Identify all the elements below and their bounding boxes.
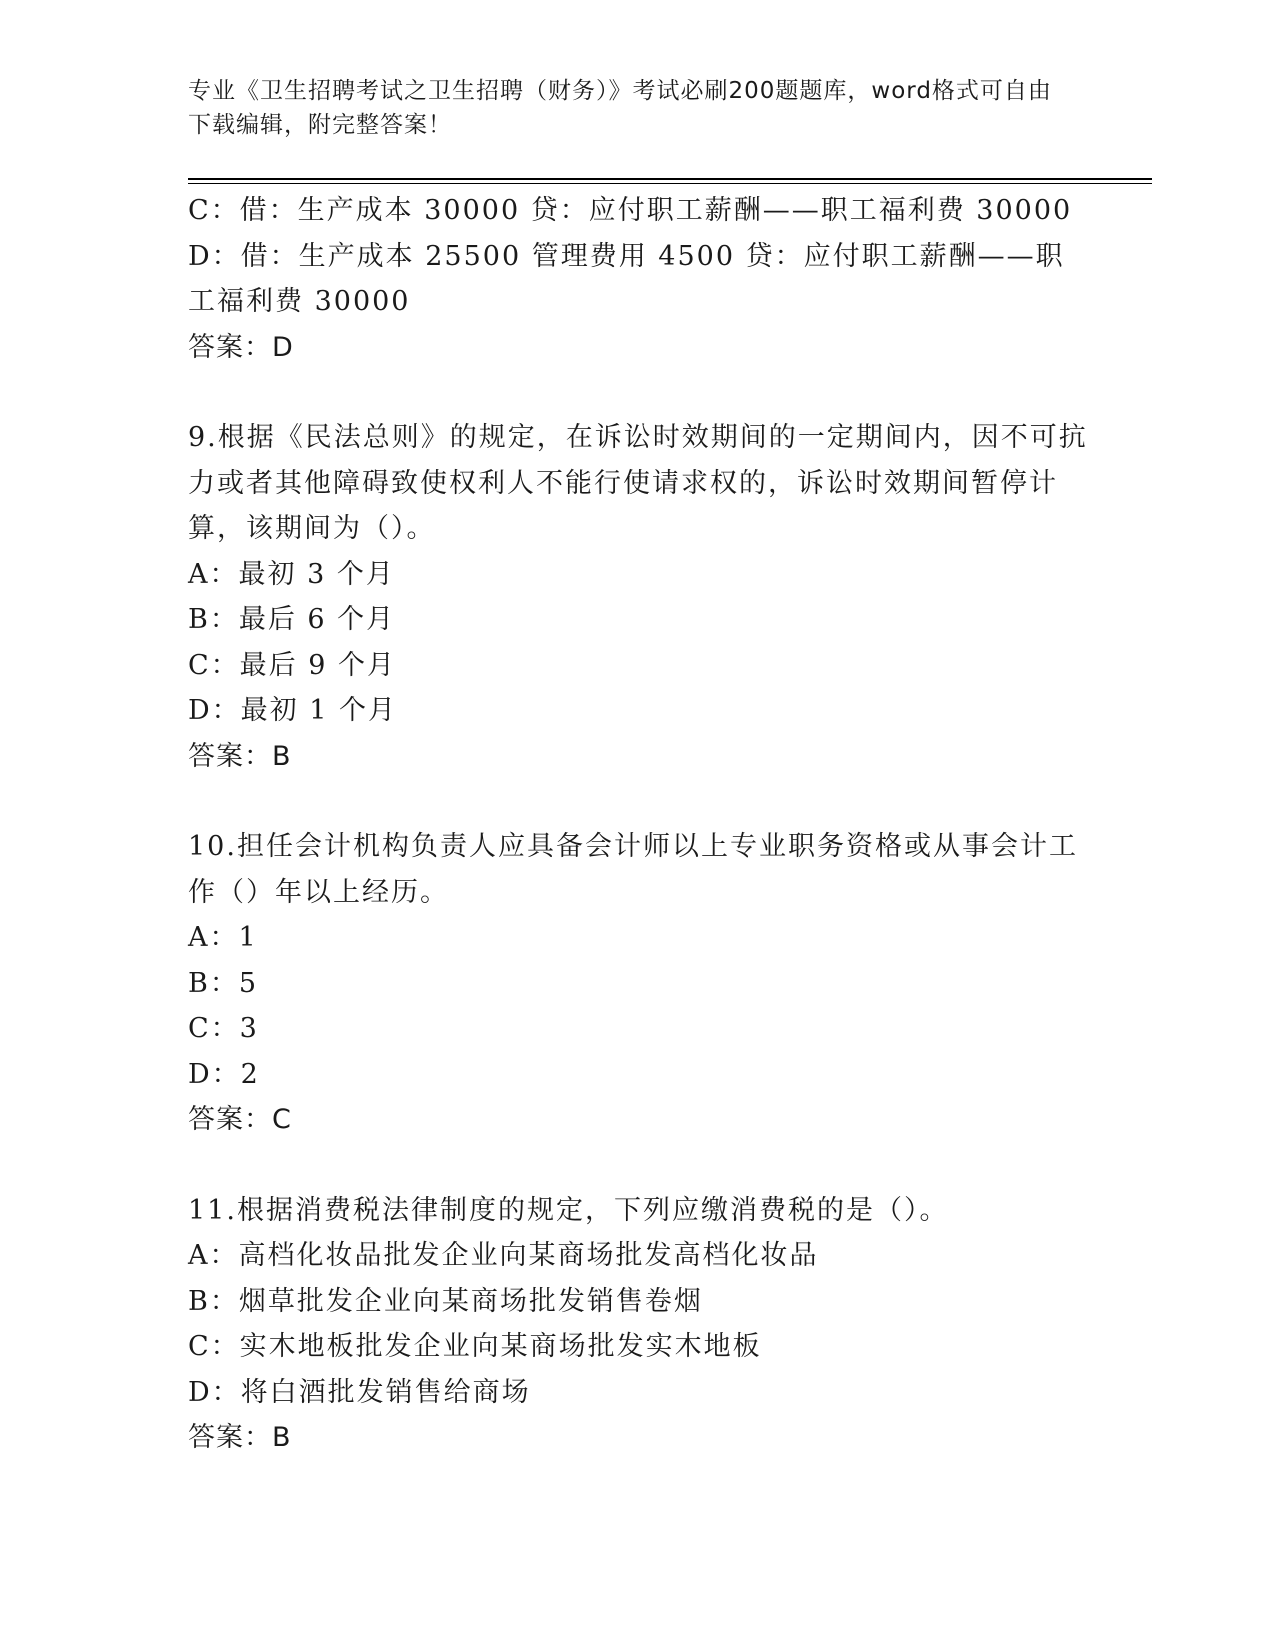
option-a: A：1	[188, 922, 258, 953]
question-11	[188, 1188, 1088, 1461]
question-stem: 9.根据《民法总则》的规定，在诉讼时效期间的一定期间内，因不可抗力或者其他障碍致使权利人不能行使请求权的，诉讼时效期间暂停计算，该期间为（）。	[188, 422, 1088, 544]
question-stem: 11.根据消费税法律制度的规定，下列应缴消费税的是（）。	[188, 1194, 949, 1226]
question-stem: 10.担任会计机构负责人应具备会计师以上专业职务资格或从事会计工作（）年以上经历。	[188, 831, 1078, 908]
option-b: B：最后 6 个月	[188, 604, 396, 635]
option-a: A：高档化妆品批发企业向某商场批发高档化妆品	[188, 1240, 819, 1271]
answer: 答案：B	[188, 1422, 292, 1453]
question-10	[188, 824, 1088, 1143]
option-d: D：将白酒批发销售给商场	[188, 1376, 531, 1408]
document-body	[188, 188, 1088, 1461]
option-c: C：最后 9 个月	[188, 649, 397, 681]
option-b: B：5	[188, 967, 259, 999]
header-rule-thin	[188, 183, 1152, 184]
question-9	[188, 415, 1088, 779]
header-rule-thick	[188, 178, 1152, 180]
option-d: D：最初 1 个月	[188, 695, 397, 726]
option-b: B：烟草批发企业向某商场批发销售卷烟	[188, 1285, 703, 1317]
answer: 答案：D	[188, 331, 294, 363]
option-c: C：借：生产成本 30000 贷：应付职工薪酬——职工福利费 30000	[188, 195, 1073, 226]
document-header: 专业《卫生招聘考试之卫生招聘（财务）》考试必刷200题题库，word格式可自由下载编辑，附完整答案！	[188, 78, 1052, 138]
option-d: D：2	[188, 1058, 260, 1090]
answer: 答案：B	[188, 740, 292, 772]
question-8-tail	[188, 188, 1088, 370]
answer: 答案：C	[188, 1104, 292, 1135]
option-c: C：实木地板批发企业向某商场批发实木地板	[188, 1331, 762, 1362]
option-c: C：3	[188, 1013, 259, 1044]
option-d: D：借：生产成本 25500 管理费用 4500 贷：应付职工薪酬——职工福利费 30000	[188, 240, 1065, 317]
option-a: A：最初 3 个月	[188, 558, 395, 590]
